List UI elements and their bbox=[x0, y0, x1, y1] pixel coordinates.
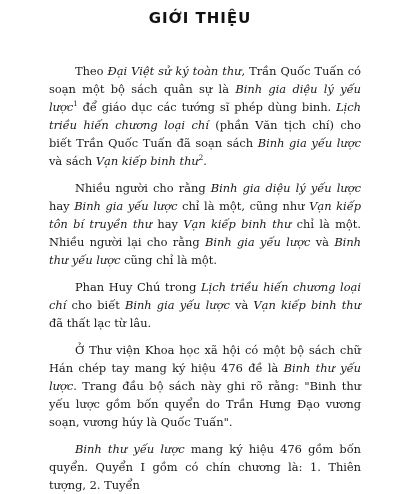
italic-title: Binh gia yếu lược bbox=[74, 199, 178, 213]
text-run: hay bbox=[49, 199, 75, 213]
text-run: cũng chỉ là một. bbox=[120, 253, 217, 267]
text-run: chỉ là một, cũng như bbox=[177, 199, 310, 213]
text-run: và bbox=[229, 298, 254, 312]
paragraph bbox=[49, 278, 361, 332]
italic-title: Binh thư yếu lược bbox=[49, 235, 361, 267]
body-text bbox=[49, 62, 361, 494]
text-run: Phan Huy Chú trong bbox=[75, 280, 201, 294]
italic-title: Vạn kiếp binh thư bbox=[95, 154, 199, 168]
text-run: đã thất lạc từ lâu. bbox=[49, 316, 152, 330]
text-run: Nhiều người cho rằng bbox=[75, 181, 211, 195]
italic-title: Lịch triều hiến chương loại chí bbox=[49, 280, 361, 312]
text-run: Ở Thư viện Khoa học xã hội có một bộ sách chữ Hán chép tay mang ký hiệu 476 đề là bbox=[49, 343, 361, 375]
italic-title: Vạn kiếp binh thư bbox=[183, 217, 292, 231]
italic-title: Binh thư yếu lược bbox=[75, 442, 185, 456]
italic-title: Binh gia yếu lược bbox=[124, 298, 230, 312]
text-run: để giáo dục các tướng sĩ phép dùng binh. bbox=[77, 100, 337, 114]
italic-title: Vạn kiếp binh thư bbox=[253, 298, 361, 312]
paragraph bbox=[49, 341, 361, 431]
paragraph bbox=[49, 62, 361, 170]
footnote-marker: 1 bbox=[73, 100, 78, 109]
paragraph bbox=[49, 179, 361, 269]
text-run: và sách bbox=[49, 154, 96, 168]
text-run: . Trang đầu bộ sách này ghi rõ rằng: "Binh thư yếu lược gồm bốn quyển do Trần Hưng Đạo vương soạn, vương húy là Quốc Tuấn". bbox=[49, 379, 361, 429]
text-run: chỉ là một. Nhiều người lại cho rằng bbox=[49, 217, 361, 249]
italic-title: Vạn kiếp tôn bí truyền thư bbox=[49, 199, 361, 231]
italic-title: Binh gia yếu lược bbox=[257, 136, 361, 150]
text-run: hay bbox=[152, 217, 184, 231]
footnote-marker: 2 bbox=[198, 154, 204, 163]
italic-title: Binh gia yếu lược bbox=[204, 235, 311, 249]
text-run: , Trần Quốc Tuấn có soạn một bộ sách quân sự là bbox=[49, 64, 361, 96]
text-run: mang ký hiệu 476 gồm bốn quyển. Quyển I gồm có chín chương là: 1. Thiên tượng, 2. Tuyển bbox=[49, 442, 361, 492]
italic-title: Đại Việt sử ký toàn thư bbox=[107, 64, 242, 78]
italic-title: Lịch triều hiến chương loại chí bbox=[49, 100, 361, 132]
text-run: cho biết bbox=[66, 298, 125, 312]
italic-title: Binh gia diệu lý yếu lược bbox=[49, 82, 361, 114]
italic-title: Binh gia diệu lý yếu lược bbox=[210, 181, 361, 195]
text-run: (phần Văn tịch chí) cho biết Trần Quốc Tuấn đã soạn sách bbox=[49, 118, 361, 150]
paragraph bbox=[49, 440, 361, 494]
text-run: Theo bbox=[75, 64, 108, 78]
italic-title: Binh thư yếu lược bbox=[49, 361, 361, 393]
text-run: và bbox=[310, 235, 335, 249]
page-title: GIỚI THIỆU bbox=[148, 9, 252, 27]
text-run: . bbox=[203, 154, 207, 168]
